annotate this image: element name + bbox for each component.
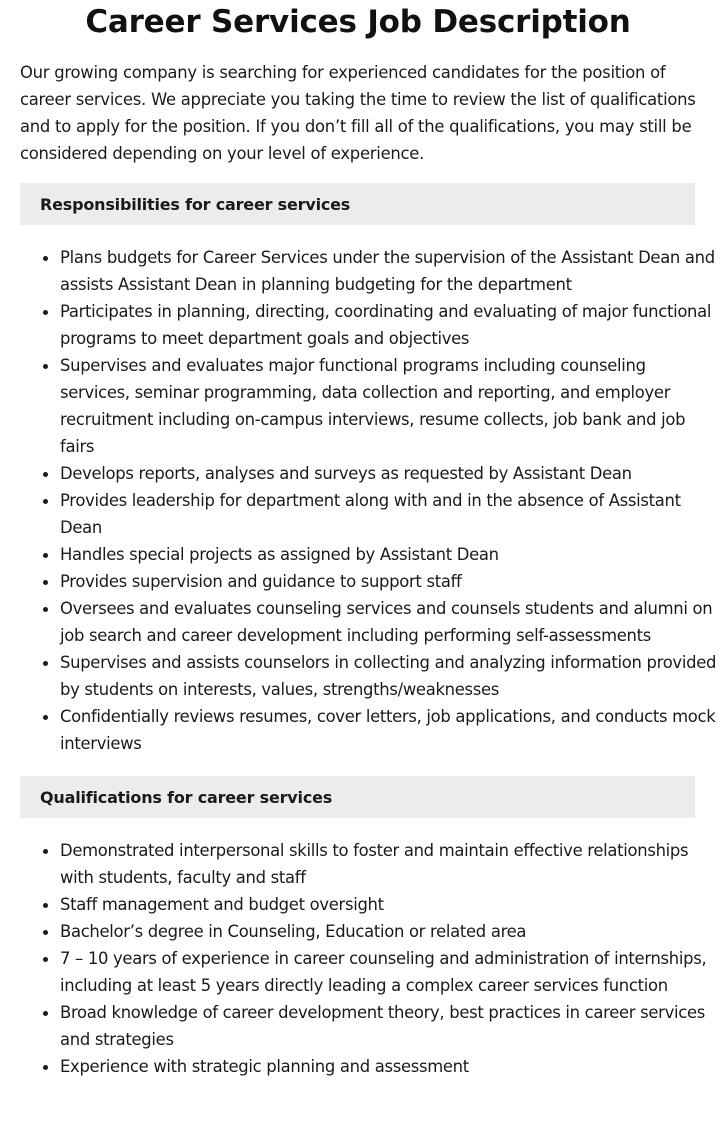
list-item-text: 7 – 10 years of experience in career counseling and administration of internships, including at least 5 years directly leading a complex career services function xyxy=(60,949,707,995)
list-item xyxy=(20,487,720,541)
page-title: Career Services Job Description xyxy=(85,4,631,40)
list-item-text: Bachelor’s degree in Counseling, Education or related area xyxy=(60,922,527,941)
qualifications-heading: Qualifications for career services xyxy=(40,787,333,807)
qualifications-list xyxy=(20,837,720,1080)
list-item-text: Supervises and evaluates major functional programs including counseling services, seminar programming, data collection and reporting, and employer recruitment including on-campus interviews, resume collects, job bank and job fairs xyxy=(60,356,686,456)
list-item-text: Handles special projects as assigned by Assistant Dean xyxy=(60,545,499,564)
list-item-text: Oversees and evaluates counseling services and counsels students and alumni on job search and career development including performing self-assessments xyxy=(60,599,713,645)
list-item-text: Plans budgets for Career Services under the supervision of the Assistant Dean and assists Assistant Dean in planning budgeting for the department xyxy=(60,248,715,294)
list-item-text: Supervises and assists counselors in collecting and analyzing information provided by students on interests, values, strengths/weaknesses xyxy=(60,653,717,699)
bullet-icon xyxy=(43,930,48,935)
list-item-text: Provides supervision and guidance to support staff xyxy=(60,572,462,591)
list-item xyxy=(20,595,720,649)
list-item-text: Provides leadership for department along with and in the absence of Assistant Dean xyxy=(60,491,681,537)
list-item xyxy=(20,703,720,757)
bullet-icon xyxy=(43,715,48,720)
list-item-text: Confidentially reviews resumes, cover letters, job applications, and conducts mock interviews xyxy=(60,707,716,753)
intro-paragraph: Our growing company is searching for experienced candidates for the position of career services. We appreciate you taking the time to review the list of qualifications and to apply for the position. If you don’t fill all of the qualifications, you may still be considered depending on your level of experience. xyxy=(20,63,696,163)
list-item xyxy=(20,918,720,945)
responsibilities-header xyxy=(20,183,695,225)
bullet-icon xyxy=(43,364,48,369)
bullet-icon xyxy=(43,553,48,558)
bullet-icon xyxy=(43,957,48,962)
list-item xyxy=(20,298,720,352)
responsibilities-heading: Responsibilities for career services xyxy=(40,194,351,214)
bullet-icon xyxy=(43,499,48,504)
list-item-text: Broad knowledge of career development theory, best practices in career services and strategies xyxy=(60,1003,705,1049)
list-item xyxy=(20,352,720,460)
list-item-text: Demonstrated interpersonal skills to foster and maintain effective relationships with students, faculty and staff xyxy=(60,841,689,887)
list-item xyxy=(20,568,720,595)
list-item-text: Staff management and budget oversight xyxy=(60,895,384,914)
list-item xyxy=(20,1053,720,1080)
list-item xyxy=(20,945,720,999)
bullet-icon xyxy=(43,903,48,908)
list-item xyxy=(20,999,720,1053)
qualifications-header xyxy=(20,776,695,818)
list-item xyxy=(20,460,720,487)
bullet-icon xyxy=(43,661,48,666)
list-item-text: Experience with strategic planning and assessment xyxy=(60,1057,469,1076)
bullet-icon xyxy=(43,256,48,261)
bullet-icon xyxy=(43,1065,48,1070)
list-item xyxy=(20,649,720,703)
bullet-icon xyxy=(43,472,48,477)
list-item xyxy=(20,837,720,891)
list-item xyxy=(20,541,720,568)
list-item-text: Participates in planning, directing, coordinating and evaluating of major functional programs to meet department goals and objectives xyxy=(60,302,712,348)
bullet-icon xyxy=(43,580,48,585)
bullet-icon xyxy=(43,607,48,612)
responsibilities-list xyxy=(20,244,720,757)
bullet-icon xyxy=(43,310,48,315)
list-item xyxy=(20,891,720,918)
list-item-text: Develops reports, analyses and surveys as requested by Assistant Dean xyxy=(60,464,632,483)
bullet-icon xyxy=(43,1011,48,1016)
list-item xyxy=(20,244,720,298)
bullet-icon xyxy=(43,849,48,854)
